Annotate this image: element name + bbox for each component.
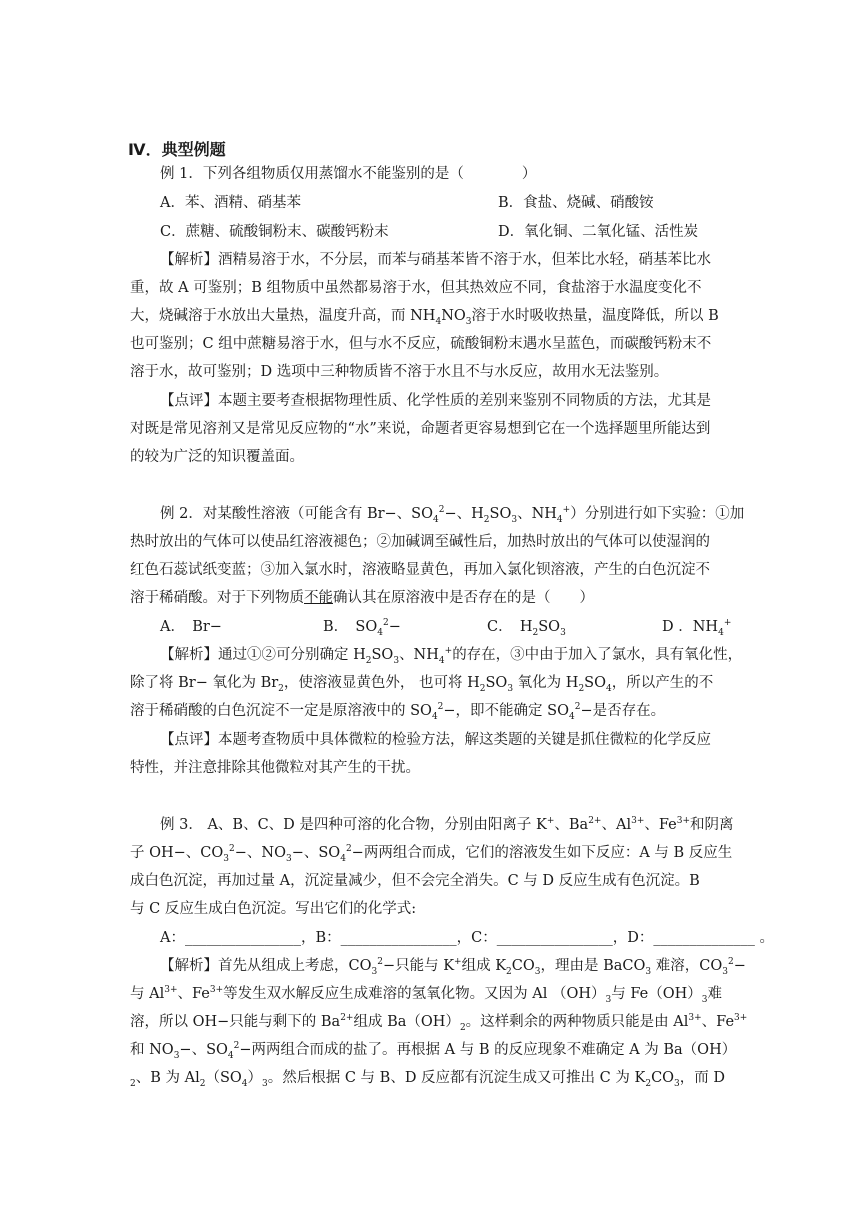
ex1-comment-line: 的较为广泛的知识覆盖面。	[130, 449, 304, 465]
ex2-question-line: 热时放出的气体可以使品红溶液褪色；②加碱调至碱性后，加热时放出的气体可以使湿润的	[130, 534, 710, 550]
ex3-question-line: 与 C 反应生成白色沉淀。写出它们的化学式:	[130, 901, 417, 917]
ex2-question-line: 红色石蕊试纸变蓝；③加入氯水时，溶液略显黄色，再加入氯化钡溶液，产生的白色沉淀不	[130, 562, 710, 578]
ex1-option-a: A．苯、酒精、硝基苯	[160, 195, 301, 211]
ex1-comment-line: 【点评】本题主要考查根据物理性质、化学性质的差别来鉴别不同物质的方法，尤其是	[160, 393, 711, 409]
ex3-question-line: 子 OH−、$CO_3^2-$、$NO_3-$、$SO_4^2-$两两组合而成，它们的溶液发生如下反应：A 与 B 反应生	[130, 844, 733, 864]
ex2-option-a: A． Br−	[160, 619, 222, 635]
ex3-analysis-line: 溶，所以 OH−只能与剩下的 $Ba^{2+}$组成 $Ba(OH)_2$。这样剩余的两种物质只能是由 $Al^{3+}$、$Fe^{3+}$	[130, 1013, 748, 1033]
ex2-analysis-line: 【解析】通过①②可分别确定 $H_2SO_3$、$NH_4^+$的存在，③中由于加入了氯水，具有氧化性，	[160, 646, 743, 666]
ex2-comment-line: 特性，并注意排除其他微粒对其产生的干扰。	[130, 760, 420, 776]
ex3-analysis-line: $_2$、B 为 $Al_2(SO_4)_3$。然后根据 C 与 B、D 反应都有沉淀生成又可推出 C 为 $K_2CO_3$，而 D	[130, 1070, 726, 1089]
ex2-option-b: B． $SO_4^2-$	[323, 618, 401, 638]
ex3-question-line: 成白色沉淀，再加过量 A，沉淀量减少，但不会完全消失。C 与 D 反应生成有色沉淀。B	[130, 873, 700, 889]
ex2-option-c: C． $H_2SO_3$	[487, 619, 566, 638]
ex2-analysis-line: 溶于稀硝酸的白色沉淀不一定是原溶液中的 $SO_4^2-$，即不能确定 $SO_4^2-$是否存在。	[130, 702, 666, 722]
ex3-answer-blanks: A：________________，B：________________，C：________________，D：______________ 。	[160, 930, 774, 946]
ex1-analysis-line: 重，故 A 可鉴别；B 组物质中虽然都易溶于水，但其热效应不同，食盐溶于水温度变化不	[130, 280, 702, 296]
ex2-comment-line: 【点评】本题考查物质中具体微粒的检验方法，解这类题的关键是抓住微粒的化学反应	[160, 732, 711, 748]
ex1-option-c: C．蔗糖、硫酸铜粉末、碳酸钙粉末	[160, 224, 389, 240]
ex1-analysis-line: 大，烧碱溶于水放出大量热，温度升高，而 $NH_4NO_3$溶于水时吸收热量，温度降低，所以 B	[130, 308, 719, 327]
ex1-question: 例 1．下列各组物质仅用蒸馏水不能鉴别的是（ ）	[160, 166, 537, 182]
ex2-option-d: D ．$NH_4^+$	[662, 618, 732, 638]
ex2-question-line: 溶于稀硝酸。对于下列物质不能确认其在原溶液中是否存在的是（ ）	[130, 590, 594, 606]
ex1-analysis-line: 也可鉴别；C 组中蔗糖易溶于水，但与水不反应，硫酸铜粉末遇水呈蓝色，而碳酸钙粉末不	[130, 336, 712, 352]
ex1-option-b: B．食盐、烧碱、硝酸铵	[498, 195, 654, 211]
ex1-analysis-line: 溶于水，故可鉴别；D 选项中三种物质皆不溶于水且不与水反应，故用水无法鉴别。	[130, 364, 669, 380]
ex2-question-line: 例 2．对某酸性溶液（可能含有 Br−、$SO_4^2-$、$H_2SO_3$、$NH_4^+$）分别进行如下实验：①加	[160, 505, 745, 525]
section-heading: Ⅳ．典型例题	[128, 140, 226, 159]
ex3-question-line: 例 3． A、B、C、D 是四种可溶的化合物，分别由阳离子 K+、$Ba^{2+}$、$Al^{3+}$、$Fe^{3+}$和阴离	[160, 816, 734, 833]
ex1-option-d: D．氧化铜、二氧化锰、活性炭	[498, 224, 699, 240]
ex3-analysis-line: 与 $Al^{3+}$、$Fe^{3+}$等发生双水解反应生成难溶的氢氧化物。又因为 Al $(OH)_3$与 $Fe(OH)_3$难	[130, 985, 722, 1005]
ex1-comment-line: 对既是常见溶剂又是常见反应物的“水”来说，命题者更容易想到它在一个选择题里所能达到	[130, 421, 711, 437]
ex2-analysis-line: 除了将 Br− 氧化为 $Br_2$，使溶液显黄色外， 也可将 $H_2SO_3$ 氧化为 $H_2SO_4$，所以产生的不	[130, 675, 714, 694]
ex3-analysis-line: 和 $NO_3-$、$SO_4^2-$两两组合而成的盐了。再根据 A 与 B 的反应现象不难确定 A 为 Ba（OH）	[130, 1041, 737, 1061]
ex3-analysis-line: 【解析】首先从组成上考虑，$CO_3^2-$只能与 K+组成 $K_2CO_3$，理由是 BaCO$_3$ 难溶，$CO_3^2-$	[160, 957, 746, 977]
ex1-analysis-line: 【解析】酒精易溶于水，不分层，而苯与硝基苯皆不溶于水，但苯比水轻，硝基苯比水	[160, 252, 711, 268]
